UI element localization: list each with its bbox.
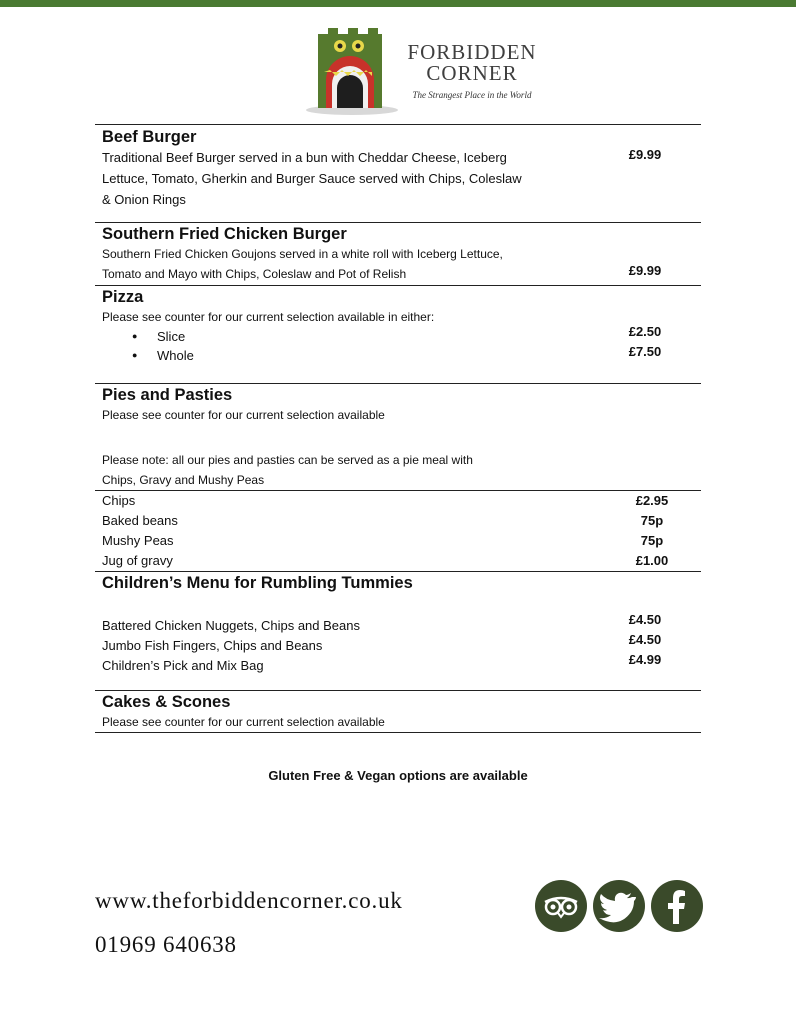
list-item: Jumbo Fish Fingers, Chips and Beans (102, 638, 323, 653)
list-item: Children’s Pick and Mix Bag (102, 658, 264, 673)
section-title: Cakes & Scones (102, 693, 231, 711)
price: £7.50 (628, 344, 662, 359)
section-description: Southern Fried Chicken Goujons served in a white roll with Iceberg Lettuce, (102, 247, 503, 261)
price: 75p (640, 533, 664, 548)
section-description: & Onion Rings (102, 192, 186, 207)
tripadvisor-icon[interactable] (535, 880, 587, 932)
section-description: Lettuce, Tomato, Gherkin and Burger Sauce served with Chips, Coleslaw (102, 171, 522, 186)
section-title: Pies and Pasties (102, 386, 233, 404)
section-description: Please see counter for our current selection available (102, 715, 385, 729)
facebook-icon[interactable] (651, 880, 703, 932)
section-beef-burger (95, 125, 701, 222)
list-item: Battered Chicken Nuggets, Chips and Beans (102, 618, 360, 633)
item-label: Mushy Peas (102, 533, 174, 548)
section-description: Tomato and Mayo with Chips, Coleslaw and Pot of Relish (102, 267, 407, 281)
brand-logo (302, 24, 542, 116)
option-label: Slice (157, 329, 186, 344)
section-sides (95, 491, 701, 571)
item-label: Chips (102, 493, 136, 508)
menu (95, 124, 701, 733)
section-description: Please see counter for our current selection available in either: (102, 310, 435, 324)
list-item (102, 491, 694, 511)
list-item (102, 511, 694, 531)
list-item (102, 531, 694, 551)
section-description: Traditional Beef Burger served in a bun with Cheddar Cheese, Iceberg (102, 150, 507, 165)
pizza-option (102, 346, 694, 365)
section-title: Beef Burger (102, 128, 197, 146)
section-cakes (95, 691, 701, 732)
twitter-icon[interactable] (593, 880, 645, 932)
list-item (102, 551, 694, 571)
price: £2.95 (635, 493, 669, 508)
price: £9.99 (628, 147, 662, 162)
option-label: Whole (157, 348, 194, 363)
brand-name-line2: CORNER (426, 61, 518, 85)
price: £4.50 (628, 632, 662, 647)
brand-name-line1: FORBIDDEN (407, 40, 537, 64)
price: £2.50 (628, 324, 662, 339)
section-children (95, 572, 701, 690)
website-link[interactable]: www.theforbiddencorner.co.uk (95, 888, 403, 913)
item-label: Jug of gravy (102, 553, 173, 568)
castle-logo-icon (302, 24, 402, 116)
section-description: Please see counter for our current selection available (102, 408, 385, 422)
price: £4.50 (628, 612, 662, 627)
section-pizza (95, 286, 701, 383)
pizza-option (102, 327, 694, 346)
section-pies (95, 384, 701, 490)
price: £1.00 (635, 553, 669, 568)
section-chicken-burger (95, 223, 701, 285)
section-title: Pizza (102, 288, 144, 306)
price: 75p (640, 513, 664, 528)
section-note: Chips, Gravy and Mushy Peas (102, 473, 265, 487)
divider (95, 732, 701, 733)
price: £4.99 (628, 652, 662, 667)
top-accent-bar (0, 0, 796, 7)
price: £9.99 (628, 263, 662, 278)
section-note: Please note: all our pies and pasties can be served as a pie meal with (102, 453, 473, 467)
brand-tagline: The Strangest Place in the World (412, 90, 532, 100)
section-title: Southern Fried Chicken Burger (102, 225, 347, 243)
phone-number: 01969 640638 (95, 932, 237, 957)
item-label: Baked beans (102, 513, 178, 528)
dietary-note: Gluten Free & Vegan options are available (268, 768, 528, 783)
section-title: Children’s Menu for Rumbling Tummies (102, 574, 413, 592)
